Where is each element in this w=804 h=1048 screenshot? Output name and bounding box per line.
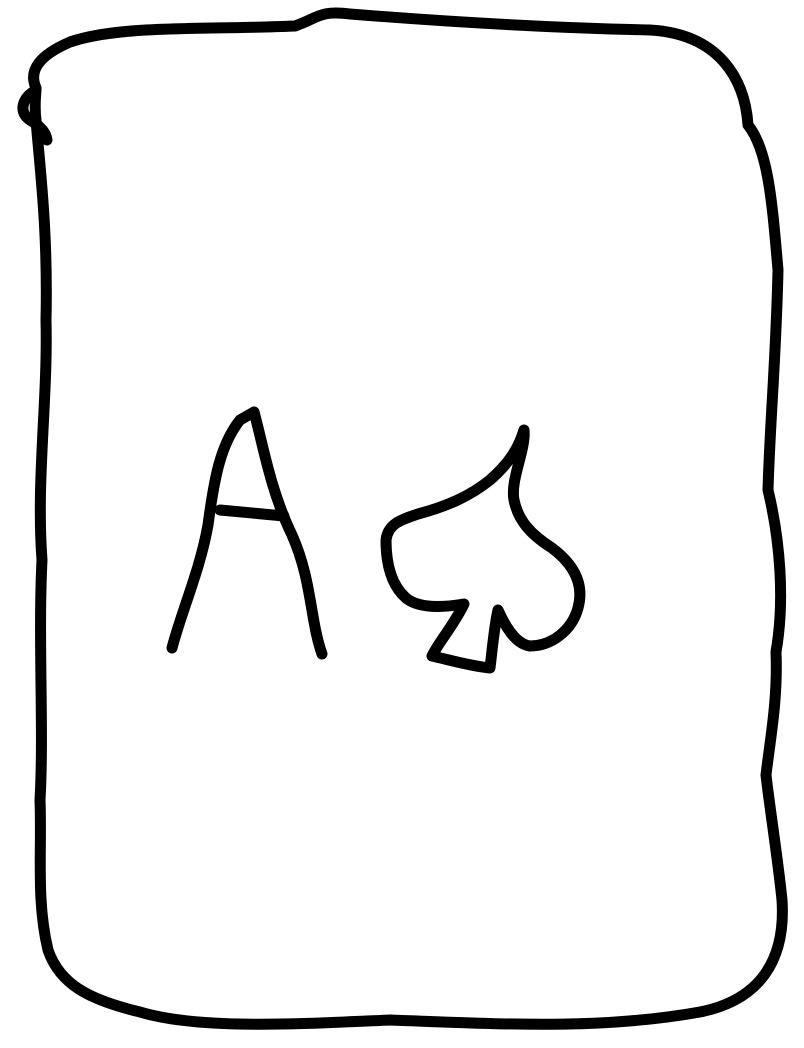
spade-icon: [386, 430, 580, 668]
rank-a-right-stroke: [254, 412, 322, 654]
rank-a-left-stroke: [172, 412, 254, 648]
rank-letter-a: [172, 412, 322, 654]
rank-a-crossbar: [220, 510, 284, 516]
